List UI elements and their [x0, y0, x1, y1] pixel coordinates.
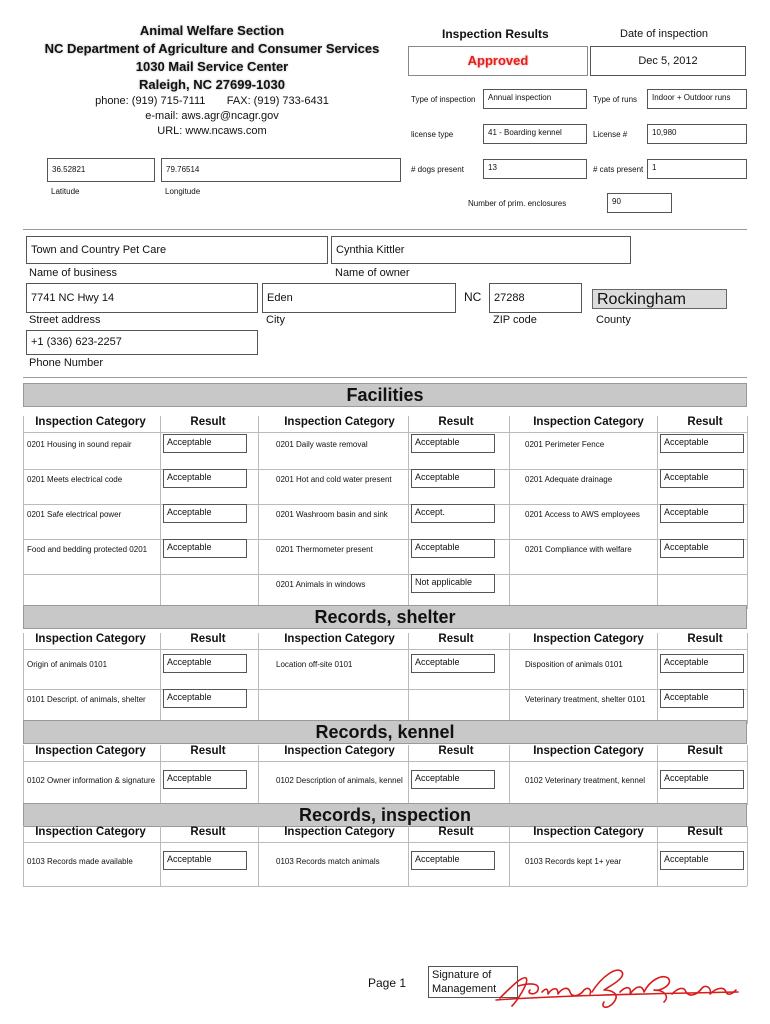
- category-header: Inspection Category: [533, 745, 644, 757]
- grid-line: [23, 504, 747, 505]
- category-label: 0201 Meets electrical code: [27, 475, 123, 484]
- grid-line: [747, 826, 748, 886]
- category-label: Food and bedding protected 0201: [27, 545, 148, 554]
- category-header: Inspection Category: [35, 416, 146, 428]
- type-label: Type of inspection: [411, 95, 476, 104]
- category-header: Inspection Category: [284, 416, 395, 428]
- category-header: Inspection Category: [284, 745, 395, 757]
- result-header: Result: [438, 745, 474, 757]
- grid-line: [747, 633, 748, 724]
- result-field[interactable]: Acceptable: [411, 770, 495, 789]
- grid-line: [23, 826, 24, 886]
- result-header: Result: [438, 826, 474, 838]
- grid-line: [657, 745, 658, 805]
- street-label: Street address: [29, 314, 101, 326]
- grid-line: [509, 826, 510, 886]
- result-field[interactable]: Acceptable: [411, 434, 495, 453]
- category-label: 0102 Veterinary treatment, kennel: [525, 776, 646, 785]
- agency-phone: phone: (919) 715-7111: [95, 95, 206, 107]
- state-text: NC: [464, 290, 482, 304]
- page-number: Page 1: [368, 976, 407, 990]
- separator-line: [23, 377, 747, 378]
- street-field[interactable]: 7741 NC Hwy 14: [26, 283, 258, 313]
- category-label: 0102 Description of animals, kennel: [276, 776, 403, 785]
- category-label: Veterinary treatment, shelter 0101: [525, 695, 646, 704]
- grid-line: [23, 633, 24, 724]
- agency-line3: 1030 Mail Service Center: [135, 59, 289, 74]
- category-header: Inspection Category: [284, 633, 395, 645]
- signature-label-line1: Signature of: [432, 969, 492, 981]
- result-field[interactable]: Acceptable: [411, 469, 495, 488]
- grid-line: [509, 416, 510, 609]
- category-label: 0103 Records made available: [27, 857, 133, 866]
- enclosures-label: Number of prim. enclosures: [468, 199, 567, 208]
- latitude-field[interactable]: 36.52821: [47, 158, 155, 182]
- result-field[interactable]: Acceptable: [660, 434, 744, 453]
- county-field[interactable]: Rockingham: [592, 289, 727, 309]
- category-header: Inspection Category: [35, 745, 146, 757]
- zip-field[interactable]: 27288: [489, 283, 582, 313]
- grid-line: [23, 842, 747, 843]
- grid-line: [258, 745, 259, 805]
- result-field[interactable]: Acceptable: [660, 770, 744, 789]
- grid-line: [160, 826, 161, 886]
- result-field[interactable]: Acceptable: [163, 504, 247, 523]
- result-field[interactable]: Acceptable: [163, 851, 247, 870]
- grid-line: [408, 416, 409, 609]
- result-field[interactable]: Acceptable: [660, 851, 744, 870]
- result-header: Result: [687, 745, 723, 757]
- phone-label: Phone Number: [29, 357, 103, 369]
- agency-fax: FAX: (919) 733-6431: [226, 95, 329, 107]
- grid-line: [23, 416, 24, 609]
- grid-line: [23, 432, 747, 433]
- date-label: Date of inspection: [620, 28, 709, 40]
- result-field[interactable]: Accept.: [411, 504, 495, 523]
- runs-label: Type of runs: [593, 95, 638, 104]
- category-label: 0201 Adequate drainage: [525, 475, 613, 484]
- records-inspection-title: Records, inspection: [23, 803, 747, 827]
- agency-line1: Animal Welfare Section: [139, 23, 285, 38]
- records-shelter-title: Records, shelter: [23, 605, 747, 629]
- result-field[interactable]: Acceptable: [411, 539, 495, 558]
- category-label: Origin of animals 0101: [27, 660, 108, 669]
- result-field[interactable]: Acceptable: [163, 770, 247, 789]
- category-label: 0201 Safe electrical power: [27, 510, 122, 519]
- grid-line: [160, 745, 161, 805]
- result-header: Result: [687, 633, 723, 645]
- category-label: 0201 Daily waste removal: [276, 440, 368, 449]
- agency-phone-fax: [22, 94, 402, 109]
- category-header: Inspection Category: [35, 826, 146, 838]
- grid-line: [23, 761, 747, 762]
- county-label: County: [596, 314, 631, 326]
- business-name-label: Name of business: [29, 267, 118, 279]
- phone-field[interactable]: +1 (336) 623-2257: [26, 330, 258, 355]
- result-header: Result: [438, 633, 474, 645]
- result-field[interactable]: Acceptable: [163, 434, 247, 453]
- category-header: Inspection Category: [533, 416, 644, 428]
- category-label: 0201 Hot and cold water present: [276, 475, 392, 484]
- grid-line: [657, 416, 658, 609]
- result-header: Result: [190, 826, 226, 838]
- grid-line: [509, 633, 510, 724]
- category-label: 0201 Animals in windows: [276, 580, 366, 589]
- facilities-title: Facilities: [23, 383, 747, 407]
- result-field[interactable]: Acceptable: [411, 654, 495, 673]
- signature-image: [492, 956, 742, 1016]
- result-header: Result: [438, 416, 474, 428]
- category-label: 0103 Records match animals: [276, 857, 380, 866]
- result-field[interactable]: Acceptable: [660, 654, 744, 673]
- longitude-label: Longitude: [165, 187, 201, 196]
- owner-name-label: Name of owner: [335, 267, 410, 279]
- category-label: 0201 Housing in sound repair: [27, 440, 132, 449]
- grid-line: [747, 416, 748, 609]
- grid-line: [747, 745, 748, 805]
- category-header: Inspection Category: [284, 826, 395, 838]
- cats-label: # cats present: [593, 165, 644, 174]
- grid-line: [23, 574, 747, 575]
- category-label: Disposition of animals 0101: [525, 660, 623, 669]
- category-label: 0103 Records kept 1+ year: [525, 857, 622, 866]
- result-field[interactable]: Not applicable: [411, 574, 495, 593]
- grid-line: [657, 633, 658, 724]
- latitude-label: Latitude: [51, 187, 80, 196]
- result-field[interactable]: Acceptable: [660, 469, 744, 488]
- category-label: 0101 Descript. of animals, shelter: [27, 695, 146, 704]
- dogs-field[interactable]: 13: [483, 159, 587, 179]
- license-no-field[interactable]: 10,980: [647, 124, 747, 144]
- grid-line: [258, 633, 259, 724]
- result-header: Result: [190, 633, 226, 645]
- category-label: 0201 Washroom basin and sink: [276, 510, 388, 519]
- signature-label-line2: Management: [432, 983, 497, 995]
- grid-line: [509, 745, 510, 805]
- category-label: 0201 Access to AWS employees: [525, 510, 640, 519]
- grid-line: [408, 633, 409, 724]
- grid-line: [23, 469, 747, 470]
- result-header: Result: [190, 745, 226, 757]
- grid-line: [657, 826, 658, 886]
- result-field[interactable]: Acceptable: [163, 539, 247, 558]
- owner-name-field[interactable]: Cynthia Kittler: [331, 236, 631, 264]
- result-field[interactable]: Acceptable: [163, 689, 247, 708]
- agency-header: [22, 22, 402, 139]
- category-header: Inspection Category: [35, 633, 146, 645]
- result-header: Result: [687, 416, 723, 428]
- agency-line4: Raleigh, NC 27699-1030: [139, 77, 285, 92]
- category-label: 0201 Perimeter Fence: [525, 440, 605, 449]
- agency-line2: NC Department of Agriculture and Consumer Services: [44, 41, 380, 56]
- license-type-label: license type: [411, 130, 454, 139]
- category-label: 0201 Compliance with welfare: [525, 545, 632, 554]
- category-header: Inspection Category: [533, 633, 644, 645]
- grid-line: [408, 745, 409, 805]
- city-field[interactable]: Eden: [262, 283, 456, 313]
- status-field[interactable]: Approved: [408, 46, 588, 76]
- longitude-field[interactable]: 79.76514: [161, 158, 401, 182]
- cats-field[interactable]: 1: [647, 159, 747, 179]
- agency-email: e-mail: aws.agr@ncagr.gov: [145, 110, 279, 122]
- date-field[interactable]: Dec 5, 2012: [590, 46, 746, 76]
- result-field[interactable]: Acceptable: [163, 654, 247, 673]
- grid-line: [258, 416, 259, 609]
- category-header: Inspection Category: [533, 826, 644, 838]
- separator-line: [23, 229, 747, 230]
- grid-line: [23, 539, 747, 540]
- results-title: Inspection Results: [442, 27, 549, 41]
- grid-line: [23, 886, 747, 887]
- category-label: 0102 Owner information & signature: [27, 776, 156, 785]
- category-label: 0201 Thermometer present: [276, 545, 373, 554]
- result-field[interactable]: Acceptable: [660, 504, 744, 523]
- grid-line: [160, 633, 161, 724]
- city-label: City: [266, 314, 285, 326]
- grid-line: [23, 649, 747, 650]
- license-no-label: License #: [593, 130, 628, 139]
- business-name-field[interactable]: Town and Country Pet Care: [26, 236, 328, 264]
- result-header: Result: [190, 416, 226, 428]
- result-field[interactable]: Acceptable: [163, 469, 247, 488]
- agency-url: URL: www.ncaws.com: [157, 125, 267, 137]
- zip-label: ZIP code: [493, 314, 537, 326]
- enclosures-field[interactable]: 90: [607, 193, 672, 213]
- records-kennel-title: Records, kennel: [23, 720, 747, 744]
- grid-line: [23, 745, 24, 805]
- grid-line: [23, 689, 747, 690]
- category-label: Location off-site 0101: [276, 660, 353, 669]
- type-field[interactable]: Annual inspection: [483, 89, 587, 109]
- result-field[interactable]: Acceptable: [660, 539, 744, 558]
- result-field[interactable]: Acceptable: [660, 689, 744, 708]
- runs-field[interactable]: Indoor + Outdoor runs: [647, 89, 747, 109]
- grid-line: [258, 826, 259, 886]
- result-header: Result: [687, 826, 723, 838]
- grid-line: [408, 826, 409, 886]
- dogs-label: # dogs present: [411, 165, 464, 174]
- result-field[interactable]: Acceptable: [411, 851, 495, 870]
- license-type-field[interactable]: 41 - Boarding kennel: [483, 124, 587, 144]
- grid-line: [160, 416, 161, 609]
